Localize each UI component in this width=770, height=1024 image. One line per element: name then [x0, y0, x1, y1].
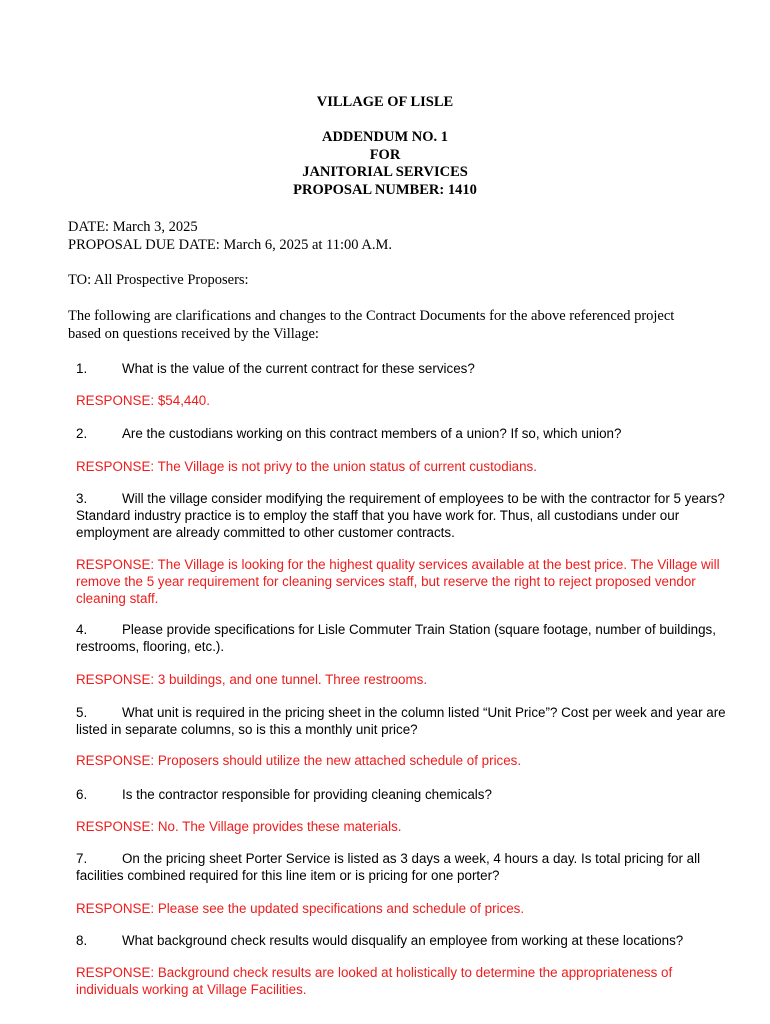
- question-text: On the pricing sheet Porter Service is listed as 3 days a week, 4 hours a day. Is total pricing for all facilities combined required for this line item or is pricing for one porter?: [76, 851, 701, 883]
- question-text: Are the custodians working on this contract members of a union? If so, which union?: [122, 426, 622, 441]
- question-2: [76, 426, 736, 443]
- question-number: 7.: [76, 851, 88, 866]
- response-4: RESPONSE: 3 buildings, and one tunnel. Three restrooms.: [76, 672, 428, 687]
- response-5: RESPONSE: Proposers should utilize the new attached schedule of prices.: [76, 753, 522, 768]
- proposal-number: PROPOSAL NUMBER: 1410: [293, 181, 477, 198]
- response-8: RESPONSE: Background check results are looked at holistically to determine the appropriateness of individuals working at Village Facilities.: [76, 965, 673, 997]
- for-line: FOR: [369, 146, 401, 163]
- question-number: 5.: [76, 705, 88, 720]
- question-number: 1.: [76, 361, 88, 376]
- response-7: RESPONSE: Please see the updated specifications and schedule of prices.: [76, 901, 525, 916]
- response-1: RESPONSE: $54,440.: [76, 393, 210, 408]
- response-6: RESPONSE: No. The Village provides these materials.: [76, 819, 402, 834]
- to-line: TO: All Prospective Proposers:: [68, 272, 249, 288]
- question-text: Please provide specifications for Lisle Commuter Train Station (square footage, number of buildings, restrooms, flooring, etc.).: [76, 622, 716, 654]
- question-text: Will the village consider modifying the requirement of employees to be with the contractor for 5 years? Standard industry practice is to employ the staff that you have work for. Thus, all custodians under our employment are already committed to other customer contracts.: [76, 491, 725, 540]
- question-4: [76, 622, 736, 656]
- date-line: DATE: March 3, 2025: [68, 219, 198, 235]
- intro-paragraph: The following are clarifications and changes to the Contract Documents for the above referenced project based on questions received by the Village:: [68, 308, 675, 342]
- village-title: VILLAGE OF LISLE: [316, 94, 454, 110]
- question-7: [76, 851, 736, 885]
- addendum-title: ADDENDUM NO. 1: [321, 129, 449, 146]
- question-text: What is the value of the current contract for these services?: [122, 361, 475, 376]
- question-text: Is the contractor responsible for providing cleaning chemicals?: [122, 787, 492, 802]
- question-6: [76, 787, 736, 804]
- question-number: 2.: [76, 426, 88, 441]
- response-3: RESPONSE: The Village is looking for the highest quality services available at the best price. The Village will remove the 5 year requirement for cleaning services staff, but reserve the right to reject proposed vendor cleaning staff.: [76, 557, 720, 606]
- question-number: 3.: [76, 491, 88, 506]
- question-3: [76, 491, 736, 541]
- question-text: What background check results would disqualify an employee from working at these locations?: [122, 933, 684, 948]
- question-number: 6.: [76, 787, 88, 802]
- document-heading: [0, 94, 770, 200]
- response-2: RESPONSE: The Village is not privy to the union status of current custodians.: [76, 459, 537, 474]
- question-8: [76, 933, 736, 950]
- question-1: [76, 361, 736, 378]
- due-date-line: PROPOSAL DUE DATE: March 6, 2025 at 11:00 A.M.: [68, 237, 392, 253]
- question-number: 4.: [76, 622, 88, 637]
- question-number: 8.: [76, 933, 88, 948]
- question-5: [76, 705, 736, 739]
- service-title: JANITORIAL SERVICES: [302, 164, 468, 181]
- question-text: What unit is required in the pricing sheet in the column listed “Unit Price”? Cost per week and year are listed in separate columns, so is this a monthly unit price?: [76, 705, 726, 737]
